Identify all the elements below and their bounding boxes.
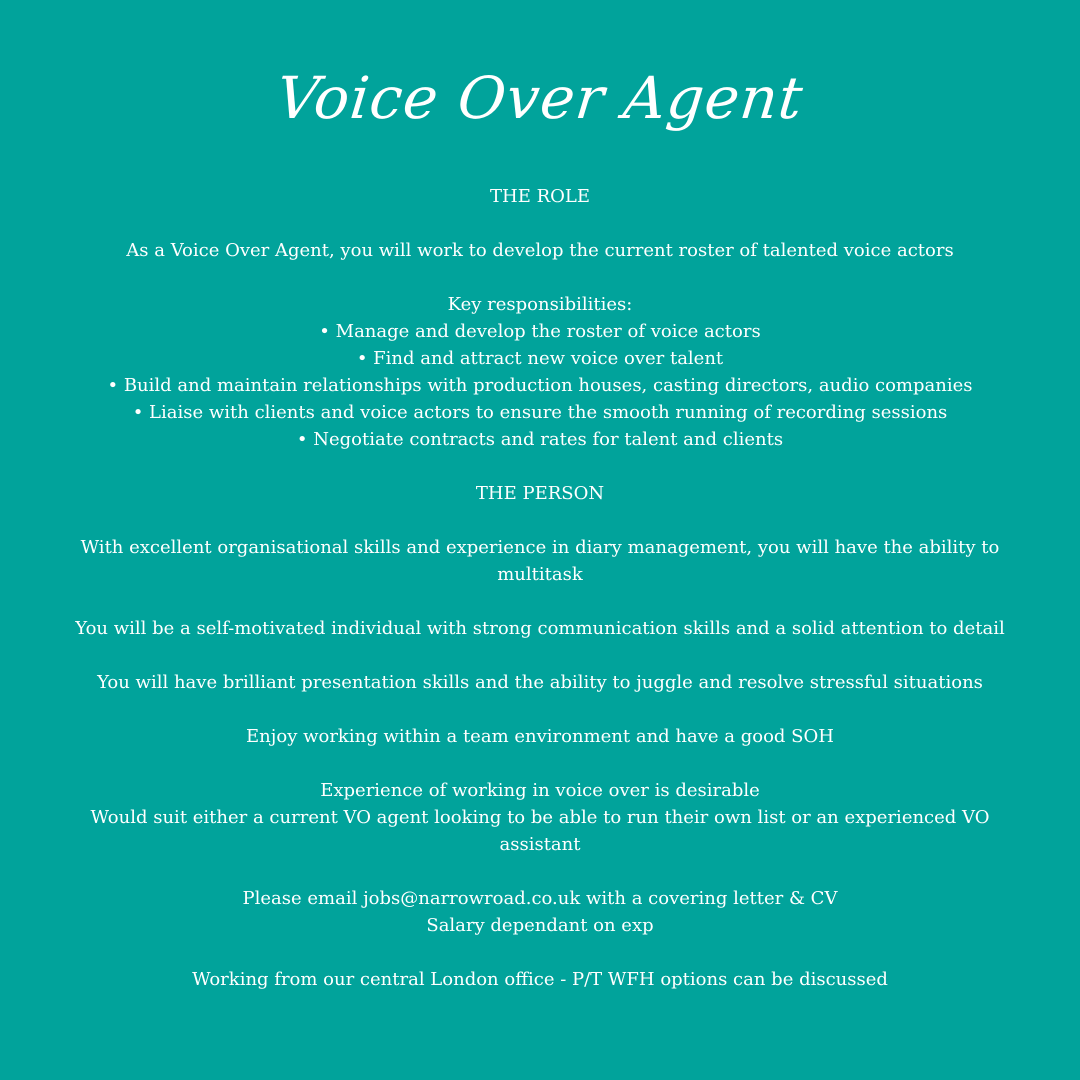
person-paragraph: You will have brilliant presentation skills and the ability to juggle and resolve stressful situations bbox=[97, 672, 983, 693]
person-paragraph: assistant bbox=[499, 834, 581, 855]
responsibilities-heading: Key responsibilities: bbox=[447, 294, 633, 315]
spacer bbox=[20, 588, 1060, 615]
role-intro: As a Voice Over Agent, you will work to develop the current roster of talented voice actors bbox=[126, 240, 954, 261]
spacer bbox=[20, 750, 1060, 777]
spacer bbox=[20, 453, 1060, 480]
spacer bbox=[20, 210, 1060, 237]
person-heading: THE PERSON bbox=[475, 483, 605, 504]
salary-info: Salary dependant on exp bbox=[426, 915, 654, 936]
spacer bbox=[20, 507, 1060, 534]
person-paragraph: multitask bbox=[497, 564, 583, 585]
page-title: Voice Over Agent bbox=[273, 64, 807, 132]
spacer bbox=[20, 858, 1060, 885]
person-paragraph: Enjoy working within a team environment and have a good SOH bbox=[246, 726, 834, 747]
responsibility-item: • Build and maintain relationships with production houses, casting directors, audio companies bbox=[107, 375, 973, 396]
responsibility-item: • Find and attract new voice over talent bbox=[356, 348, 724, 369]
responsibility-item: • Negotiate contracts and rates for talent and clients bbox=[296, 429, 784, 450]
person-paragraph: With excellent organisational skills and experience in diary management, you will have the ability to bbox=[80, 537, 1000, 558]
application-email: Please email jobs@narrowroad.co.uk with a covering letter & CV bbox=[242, 888, 838, 909]
spacer bbox=[20, 696, 1060, 723]
person-paragraph: Would suit either a current VO agent looking to be able to run their own list or an experienced VO bbox=[90, 807, 990, 828]
role-heading: THE ROLE bbox=[490, 186, 590, 207]
spacer bbox=[20, 642, 1060, 669]
location-info: Working from our central London office - P/T WFH options can be discussed bbox=[192, 969, 888, 990]
spacer bbox=[20, 264, 1060, 291]
spacer bbox=[20, 939, 1060, 966]
responsibility-item: • Manage and develop the roster of voice actors bbox=[319, 321, 761, 342]
person-paragraph: Experience of working in voice over is desirable bbox=[320, 780, 760, 801]
responsibility-item: • Liaise with clients and voice actors to ensure the smooth running of recording sessions bbox=[132, 402, 948, 423]
job-description bbox=[20, 183, 1060, 993]
person-paragraph: You will be a self-motivated individual with strong communication skills and a solid attention to detail bbox=[75, 618, 1005, 639]
